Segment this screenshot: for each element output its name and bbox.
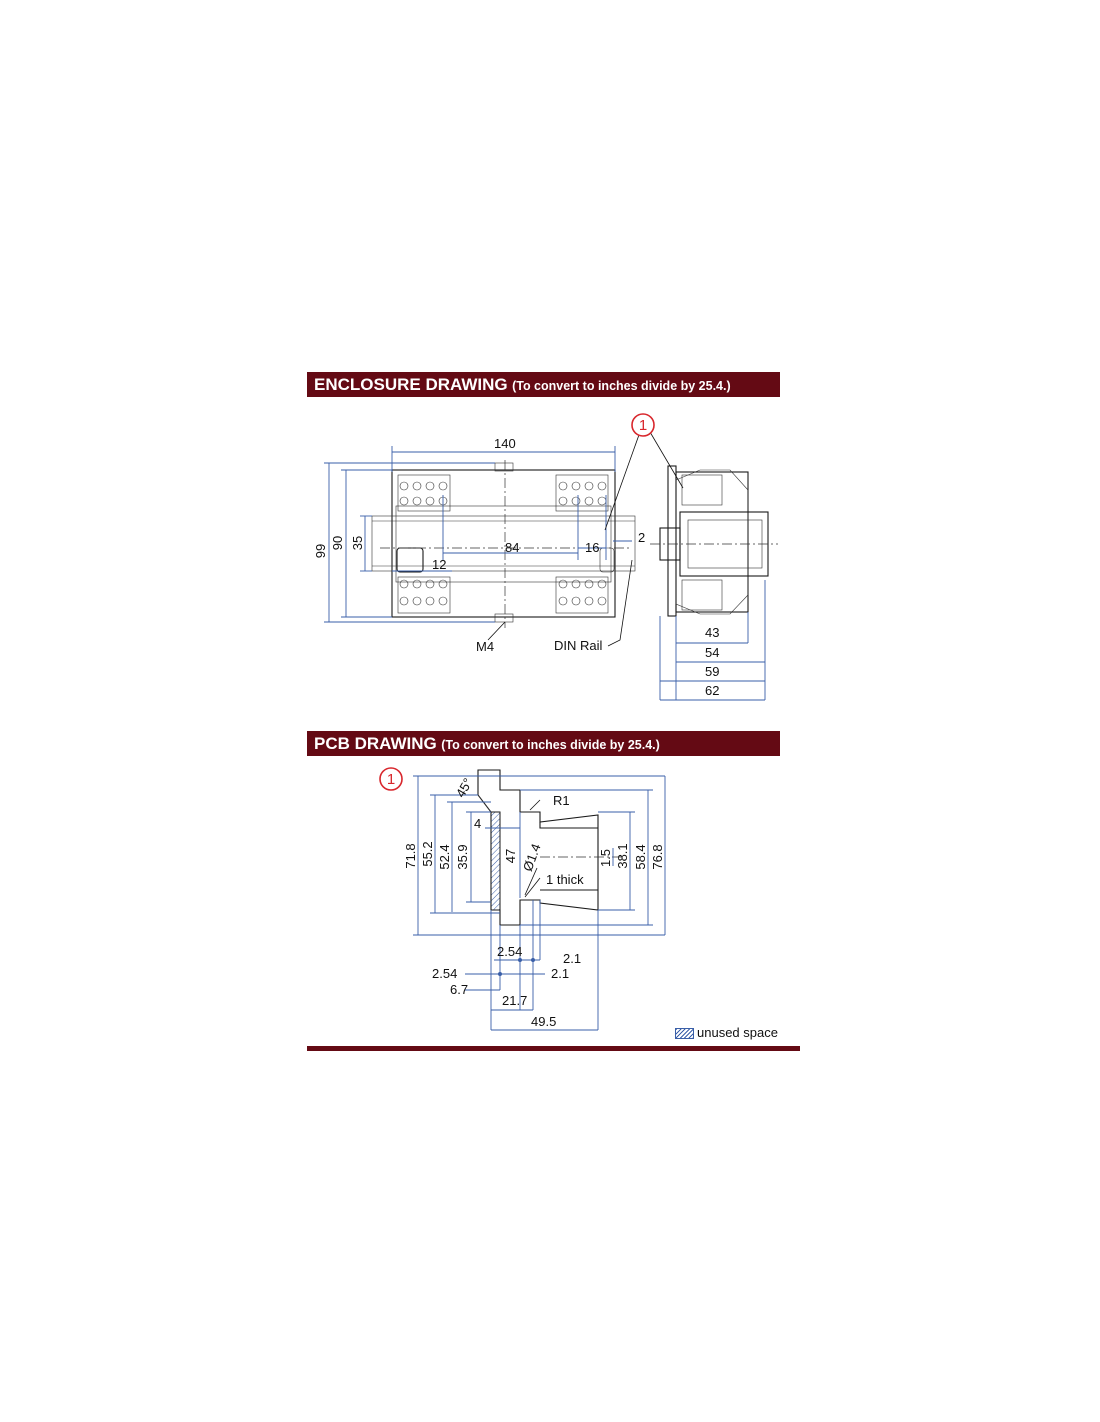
- dim-76-8: 76.8: [650, 844, 665, 870]
- dim-radius: R1: [553, 793, 570, 808]
- dim-2-1-b: 2.1: [551, 966, 570, 981]
- dim-38-1: 38.1: [615, 843, 630, 869]
- terminal-block-top-right: [556, 475, 608, 511]
- terminal-block-top-left: [398, 475, 450, 511]
- dim-angle-45: 45°: [452, 775, 476, 801]
- dim-1-5: 1.5: [598, 848, 613, 868]
- dim-55-2: 55.2: [420, 841, 435, 867]
- enclosure-title: ENCLOSURE DRAWING: [314, 375, 508, 394]
- dim-35-9: 35.9: [455, 844, 470, 870]
- dim-2-1-a: 2.1: [563, 951, 582, 966]
- dim-71-8: 71.8: [403, 843, 418, 869]
- dim-90: 90: [330, 535, 345, 551]
- dim-62: 62: [705, 683, 720, 698]
- dim-16: 16: [585, 540, 600, 555]
- label-thickness: 1 thick: [546, 872, 584, 887]
- rail-clip: [397, 548, 423, 572]
- dim-43: 43: [705, 625, 720, 640]
- legend-label: unused space: [697, 1025, 778, 1040]
- dim-12: 12: [432, 557, 447, 572]
- enclosure-callout: [632, 414, 654, 436]
- bottom-divider: [307, 1046, 800, 1051]
- dim-59: 59: [705, 664, 720, 679]
- dim-52-4: 52.4: [437, 844, 452, 870]
- dim-2-54-b: 2.54: [432, 966, 458, 981]
- dim-21-7: 21.7: [502, 993, 528, 1008]
- pcb-outline: [478, 770, 625, 925]
- terminal-block-bottom-right: [556, 577, 608, 613]
- enclosure-callout-number: 1: [638, 417, 648, 434]
- enclosure-subtitle: (To convert to inches divide by 25.4.): [512, 379, 731, 393]
- enclosure-front-view: [324, 432, 640, 646]
- dim-47: 47: [503, 848, 518, 864]
- dim-99: 99: [313, 543, 328, 559]
- dim-58-4: 58.4: [633, 844, 648, 870]
- dim-49-5: 49.5: [531, 1014, 557, 1029]
- dim-hole: Ø1.4: [519, 841, 544, 874]
- pcb-callout-number: 1: [386, 771, 396, 788]
- dim-4: 4: [474, 816, 482, 831]
- dim-2-54-a: 2.54: [497, 944, 523, 959]
- hatch-swatch-icon: [675, 1028, 694, 1039]
- dim-84: 84: [505, 540, 520, 555]
- dim-35: 35: [350, 535, 365, 551]
- dim-54: 54: [705, 645, 720, 660]
- label-m4: M4: [476, 639, 495, 654]
- pcb-subtitle: (To convert to inches divide by 25.4.): [441, 738, 660, 752]
- pcb-title: PCB DRAWING: [314, 734, 437, 753]
- dim-6-7: 6.7: [450, 982, 469, 997]
- pcb-callout: [380, 768, 402, 790]
- dim-140: 140: [494, 436, 516, 451]
- dim-2: 2: [638, 530, 646, 545]
- enclosure-body: [392, 470, 615, 617]
- label-din-rail: DIN Rail: [554, 638, 603, 653]
- terminal-block-bottom-left: [398, 577, 450, 613]
- unused-space-legend: [675, 1025, 778, 1040]
